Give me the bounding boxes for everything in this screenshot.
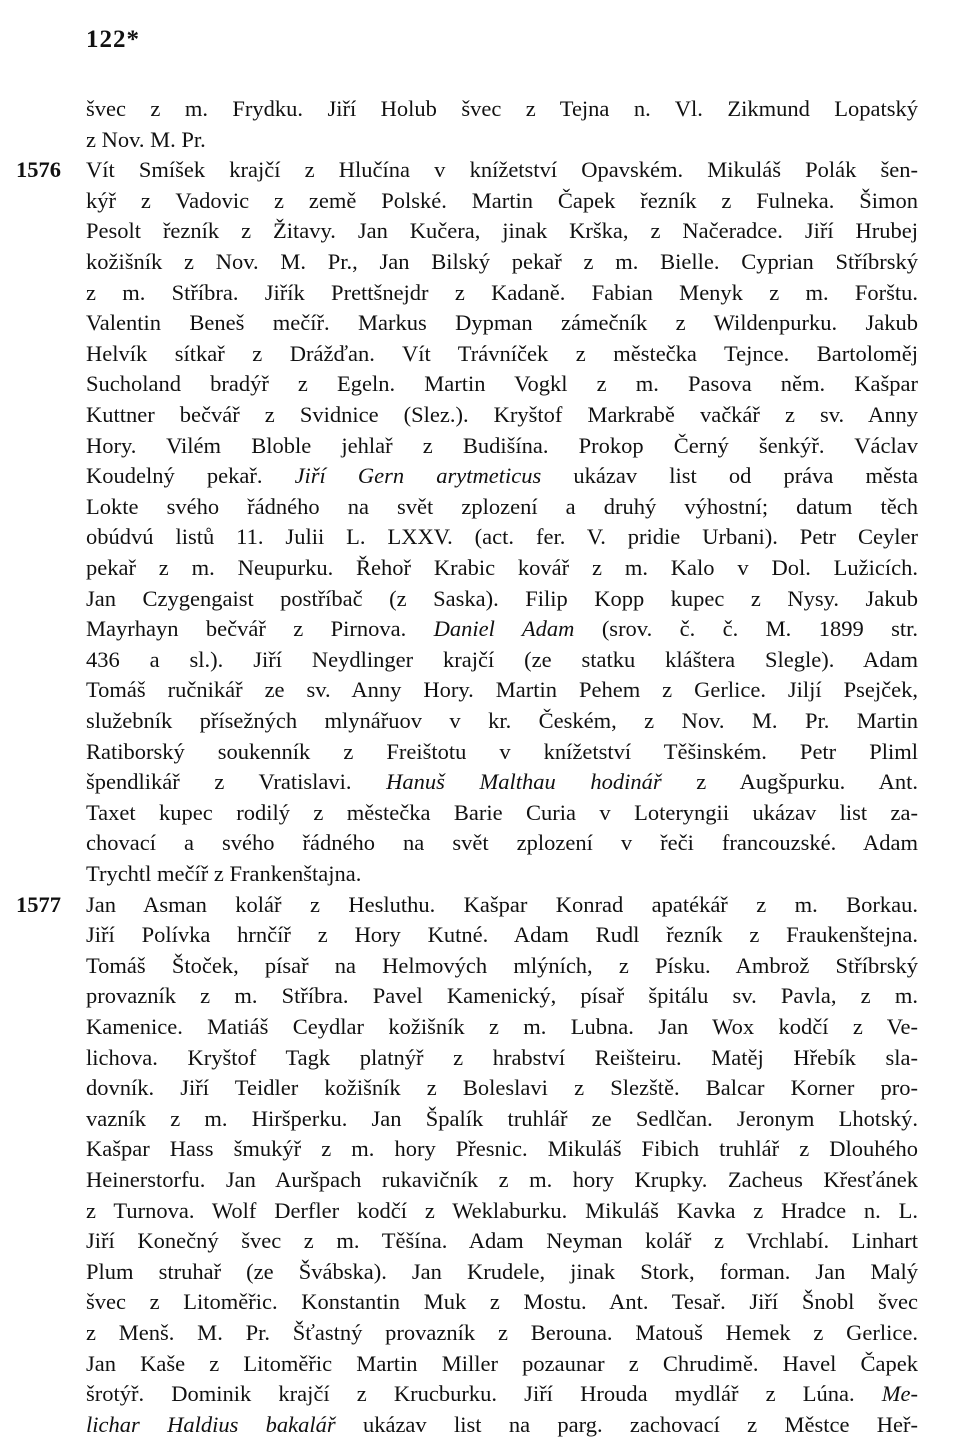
text-line: Jan Kaše z Litoměřic Martin Miller pozaunar z Chrudimě. Havel Čapek — [86, 1350, 918, 1376]
year-label: 1577 — [16, 891, 61, 917]
text-line: Helvík sítkař z Drážďan. Vít Trávníček z městečka Tejnce. Bartoloměj — [86, 340, 918, 366]
italic-name: Jiří Gern arytmeticus — [294, 463, 542, 489]
text-line: Sucholand bradýř z Egeln. Martin Vogkl z m. Pasova něm. Kašpar — [86, 371, 918, 397]
italic-name: Hanuš Malthau hodinář — [386, 769, 662, 795]
text-line: kožišník z Nov. M. Pr., Jan Bilský pekař z m. Bielle. Cyprian Stříbrský — [86, 249, 918, 274]
text-line: Jiří Konečný švec z m. Těšína. Adam Neyman kolář z Vrchlabí. Linhart — [86, 1228, 918, 1254]
text-line: lichova. Kryštof Tagk platnýř z hrabství Reišteiru. Matěj Hřebík sla- — [86, 1044, 918, 1070]
text-line: špendlikář z Vratislavi. Hanuš Malthau hodinář z Augšpurku. Ant. — [86, 769, 918, 795]
italic-name: lichar Haldius bakalář — [86, 1411, 336, 1437]
text-line: vazník z m. Hiršperku. Jan Špalík truhlář ze Sedlčan. Jeronym Lhotský. — [86, 1105, 918, 1131]
text-line: z Menš. M. Pr. Šťastný provazník z Berouna. Matouš Hemek z Gerlice. — [86, 1320, 918, 1345]
text-line: Ratiborský soukenník z Freištotu v knížetství Těšinském. Petr Pliml — [86, 738, 918, 764]
text-line: z Turnova. Wolf Derfler kodčí z Weklaburku. Mikuláš Kavka z Hradce n. L. — [86, 1197, 918, 1223]
text-line: Plum struhař (ze Švábska). Jan Krudele, jinak Stork, forman. Jan Malý — [86, 1258, 918, 1284]
text-line: Vít Smíšek krajčí z Hlučína v knížetství Opavském. Mikuláš Polák šen- — [86, 157, 918, 183]
text-line: Taxet kupec rodilý z městečka Barie Curia v Loteryngii ukázav list za- — [86, 799, 918, 825]
text-line: Tomáš ručnikář ze sv. Anny Hory. Martin Pehem z Gerlice. Jiljí Psejček, — [86, 677, 918, 703]
text-line: z Nov. M. Pr. — [86, 126, 206, 152]
text-line: Trychtl mečíř z Frankenštajna. — [86, 861, 362, 886]
text-line: šrotýř. Dominik krajčí z Krucburku. Jiří Hrouda mydlář z Lúna. Me- — [86, 1381, 918, 1407]
italic-name: Daniel Adam — [433, 616, 575, 642]
text-line: kýř z Vadovic z země Polské. Martin Čapek řezník z Fulneka. Šimon — [86, 187, 918, 213]
year-label: 1576 — [16, 157, 61, 183]
text-line: dovník. Jiří Teidler kožišník z Boleslavi z Slezště. Balcar Korner pro- — [86, 1075, 918, 1101]
text-line: Kašpar Hass šmukýř z m. hory Přesnic. Mikuláš Fibich truhlář z Dlouhého — [86, 1136, 918, 1162]
page-number: 122* — [86, 26, 140, 53]
italic-name: Me- — [881, 1381, 918, 1407]
text-line: Valentin Beneš mečíř. Markus Dypman zámečník z Wildenpurku. Jakub — [86, 310, 918, 336]
text-line: provazník z m. Stříbra. Pavel Kamenický, písař špitálu sv. Pavla, z m. — [86, 983, 918, 1009]
text-line: Pesolt řezník z Žitavy. Jan Kučera, jinak Krška, z Načeradce. Jiří Hrubej — [86, 218, 918, 244]
text-line: Jiří Polívka hrnčíř z Hory Kutné. Adam Rudl řezník z Fraukenštejna. — [86, 922, 918, 948]
text-line: Kuttner bečvář z Svidnice (Slez.). Kryštof Markrabě vačkář z sv. Anny — [86, 402, 918, 427]
text-line: Heinerstorfu. Jan Auršpach rukavičník z m. hory Krupky. Zacheus Křesťánek — [86, 1167, 918, 1192]
text-line: švec z Litoměřic. Konstantin Muk z Mostu. Ant. Tesař. Jiří Šnobl švec — [86, 1289, 918, 1315]
text-line: pekař z m. Neupurku. Řehoř Krabic kovář z m. Kalo v Dol. Lužicích. — [86, 555, 918, 580]
text-line: Jan Czygengaist postříbač (z Saska). Filip Kopp kupec z Nysy. Jakub — [86, 585, 918, 611]
text-line: obúdvú listů 11. Julii L. LXXV. (act. fer. V. pridie Urbani). Petr Ceyler — [86, 524, 918, 550]
text-line: lichar Haldius bakalář ukázav list na parg. zachovací z Městce Heř- — [86, 1411, 918, 1437]
text-line: švec z m. Frydku. Jiří Holub švec z Tejna n. Vl. Zikmund Lopatský — [86, 96, 918, 121]
text-line: Kamenice. Matiáš Ceydlar kožišník z m. Lubna. Jan Wox kodčí z Ve- — [86, 1014, 918, 1039]
text-line: Hory. Vilém Bloble jehlař z Budišína. Prokop Černý šenkýř. Václav — [86, 432, 918, 458]
text-line: 436 a sl.). Jiří Neydlinger krajčí (ze statku kláštera Slegle). Adam — [86, 646, 918, 672]
text-line: Jan Asman kolář z Hesluthu. Kašpar Konrad apatékář z m. Borkau. — [86, 891, 918, 917]
text-line: z m. Stříbra. Jiřík Prettšnejdr z Kadaně. Fabian Menyk z m. Forštu. — [86, 279, 918, 305]
text-line: Tomáš Štoček, písař na Helmových mlýních, z Písku. Ambrož Stříbrský — [86, 952, 918, 978]
text-line: chovací a svého řádného na svět zplození v řeči francouzské. Adam — [86, 830, 918, 856]
text-line: Mayrhayn bečvář z Pirnova. Daniel Adam (srov. č. č. M. 1899 str. — [86, 616, 918, 642]
text-line: služebník přísežných mlynářuov v kr. Českém, z Nov. M. Pr. Martin — [86, 708, 918, 733]
text-line: Lokte svého řádného na svět zplození a druhý výhostní; datum těch — [86, 493, 918, 519]
text-line: Koudelný pekař. Jiří Gern arytmeticus ukázav list od práva města — [86, 463, 919, 489]
